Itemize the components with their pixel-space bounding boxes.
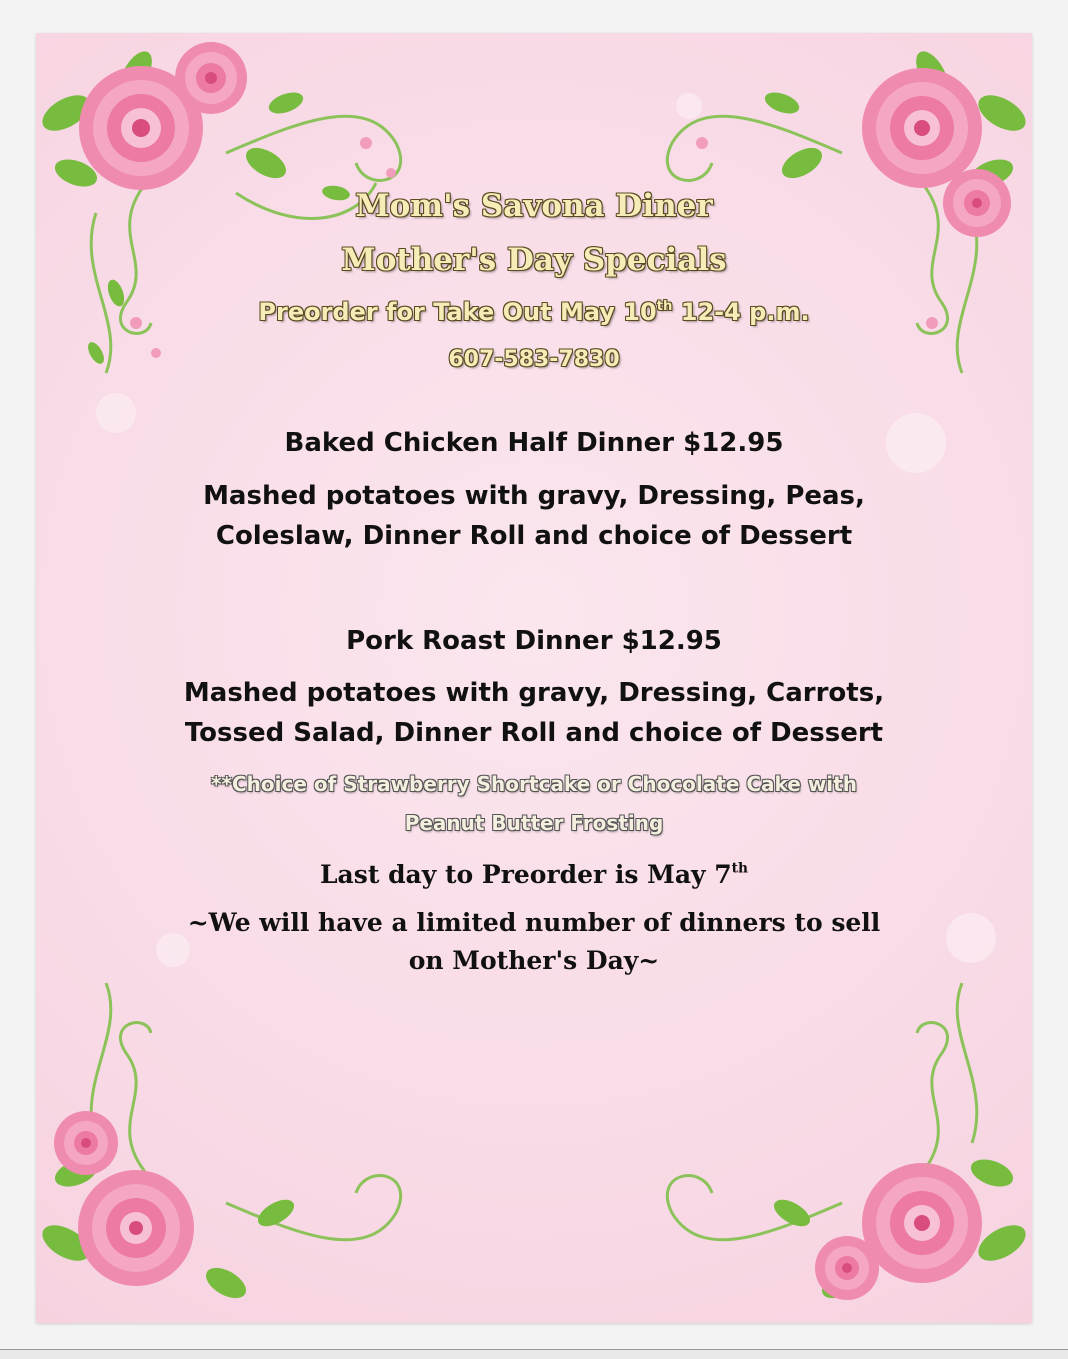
- dessert-note-line2: Peanut Butter Frosting: [404, 811, 664, 835]
- menu-item-2-title: Pork Roast Dinner $12.95: [346, 626, 722, 656]
- rose-flower-icon: [36, 943, 416, 1323]
- preorder-time: 12-4 p.m.: [672, 298, 810, 326]
- dessert-note-line1: **Choice of Strawberry Shortcake or Chocolate Cake with: [211, 772, 857, 796]
- diner-title: Mom's Savona Diner: [355, 188, 713, 224]
- limited-notice-line2: on Mother's Day~: [408, 946, 660, 975]
- deadline-sup: th: [731, 860, 749, 877]
- menu-item-1-line1: Mashed potatoes with gravy, Dressing, Peas,: [203, 481, 865, 511]
- preorder-line: [0, 298, 1068, 326]
- specials-subtitle: Mother's Day Specials: [341, 242, 727, 278]
- preorder-text: Preorder for Take Out May 10: [258, 298, 657, 326]
- menu-item-2-line1: Mashed potatoes with gravy, Dressing, Carrots,: [183, 678, 885, 708]
- floral-corner-bottom-right: [652, 943, 1032, 1323]
- menu-item-1-title: Baked Chicken Half Dinner $12.95: [284, 428, 784, 458]
- phone-number: 607-583-7830: [448, 347, 620, 372]
- menu-item-2-line2: Tossed Salad, Dinner Roll and choice of Dessert: [184, 718, 884, 748]
- deadline-text: Last day to Preorder is May 7: [319, 860, 732, 889]
- floral-corner-bottom-left: [36, 943, 416, 1323]
- preorder-deadline: [0, 860, 1068, 889]
- limited-notice-line1: ~We will have a limited number of dinners to sell: [187, 908, 881, 937]
- preorder-sup: th: [656, 299, 673, 315]
- rose-flower-icon: [652, 943, 1032, 1323]
- menu-item-1-line2: Coleslaw, Dinner Roll and choice of Dessert: [215, 521, 853, 551]
